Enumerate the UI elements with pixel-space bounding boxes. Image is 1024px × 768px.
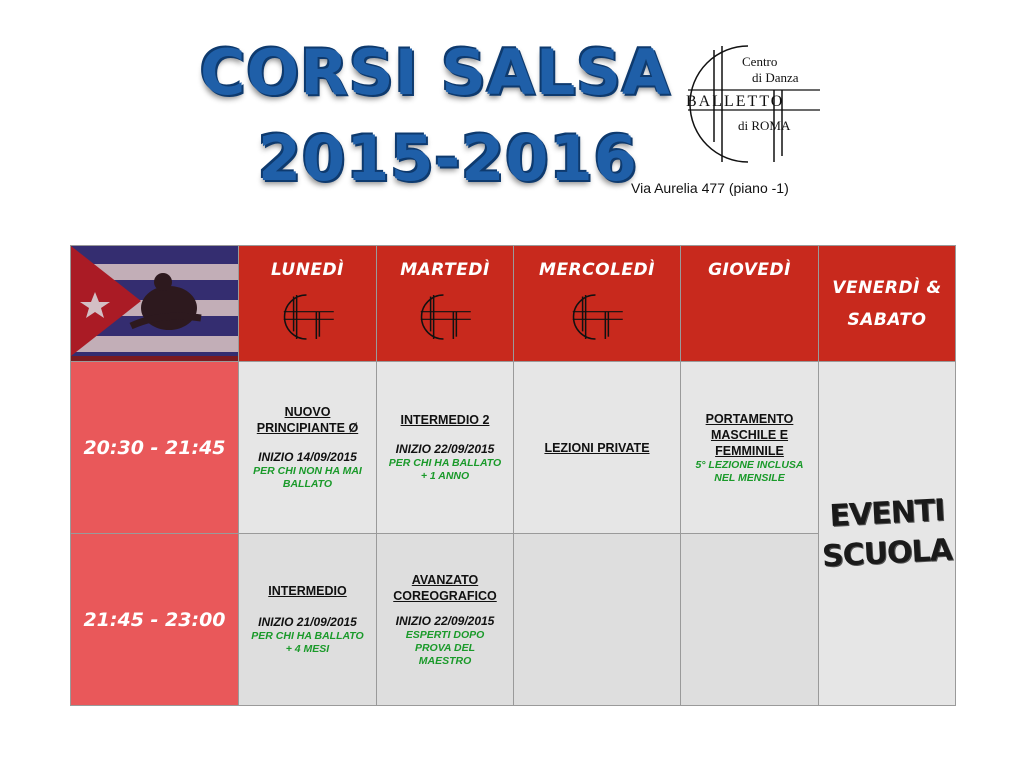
eventi-text: EVENTI	[828, 492, 946, 534]
logo-text-centro: Centro	[742, 54, 778, 69]
course-start: INIZIO 22/09/2015	[395, 613, 495, 628]
day-friday: VENERDÌ &	[832, 277, 942, 298]
eventi-scuola-cell	[819, 362, 956, 706]
day-wednesday: MERCOLEDÌ	[539, 260, 655, 280]
course-note: PER CHI NON HA MAI BALLATO	[253, 465, 362, 490]
course-start: INIZIO 14/09/2015	[258, 450, 357, 464]
header-wednesday	[514, 246, 681, 362]
schedule-table	[70, 245, 956, 706]
flag-image-icon	[71, 246, 238, 356]
course-title: INTERMEDIO 2	[400, 413, 490, 427]
course-note: PER CHI HA BALLATO + 1 ANNO	[388, 457, 502, 482]
course-cell-tuesday-1	[377, 362, 514, 534]
balletto-di-roma-logo	[682, 38, 822, 170]
day-saturday: SABATO	[847, 309, 927, 330]
balletto-small-logo-icon	[569, 292, 625, 342]
course-title: PORTAMENTO MASCHILE E FEMMINILE	[705, 411, 794, 458]
course-title: INTERMEDIO	[268, 584, 347, 598]
course-cell-thursday-1	[681, 362, 819, 534]
header-monday	[239, 246, 377, 362]
title-line-2: 2015-2016	[258, 122, 638, 195]
course-note: PER CHI HA BALLATO + 4 MESI	[251, 630, 364, 655]
course-cell-wednesday-1	[514, 362, 681, 534]
title-line-1: CORSI SALSA	[200, 36, 672, 109]
scuola-text: SCUOLA	[821, 532, 953, 574]
logo-text-balletto: BALLETTO	[686, 93, 785, 110]
balletto-small-logo-icon	[280, 292, 336, 342]
course-note: 5° LEZIONE INCLUSA NEL MENSILE	[695, 458, 804, 484]
logo-text-di-danza: di Danza	[752, 70, 799, 85]
course-note: ESPERTI DOPO PROVA DEL MAESTRO	[405, 628, 485, 667]
header-friday-saturday	[819, 246, 956, 362]
course-start: INIZIO 21/09/2015	[258, 615, 357, 629]
time-slot-1	[71, 362, 239, 534]
logo-text-di-roma: di ROMA	[738, 118, 791, 133]
course-title: AVANZATO COREOGRAFICO	[393, 572, 497, 603]
course-cell-monday-1	[239, 362, 377, 534]
day-thursday: GIOVEDÌ	[708, 260, 791, 280]
slot-row-1	[71, 362, 956, 534]
time-slot-2	[71, 534, 239, 706]
time-label: 21:45 - 23:00	[83, 608, 226, 631]
course-start: INIZIO 22/09/2015	[395, 442, 495, 456]
course-cell-wednesday-2	[514, 534, 681, 706]
address: Via Aurelia 477 (piano -1)	[631, 180, 789, 196]
course-title: LEZIONI PRIVATE	[544, 440, 650, 455]
balletto-small-logo-icon	[417, 292, 473, 342]
header-row	[71, 246, 956, 362]
course-cell-tuesday-2	[377, 534, 514, 706]
course-cell-thursday-2	[681, 534, 819, 706]
day-tuesday: MARTEDÌ	[400, 260, 490, 280]
header-tuesday	[377, 246, 514, 362]
header-thursday	[681, 246, 819, 362]
time-label: 20:30 - 21:45	[83, 436, 226, 459]
course-title: NUOVO PRINCIPIANTE Ø	[256, 405, 359, 435]
course-cell-monday-2	[239, 534, 377, 706]
day-monday: LUNEDÌ	[271, 260, 344, 280]
cuban-flag-dancer-image	[71, 246, 239, 362]
